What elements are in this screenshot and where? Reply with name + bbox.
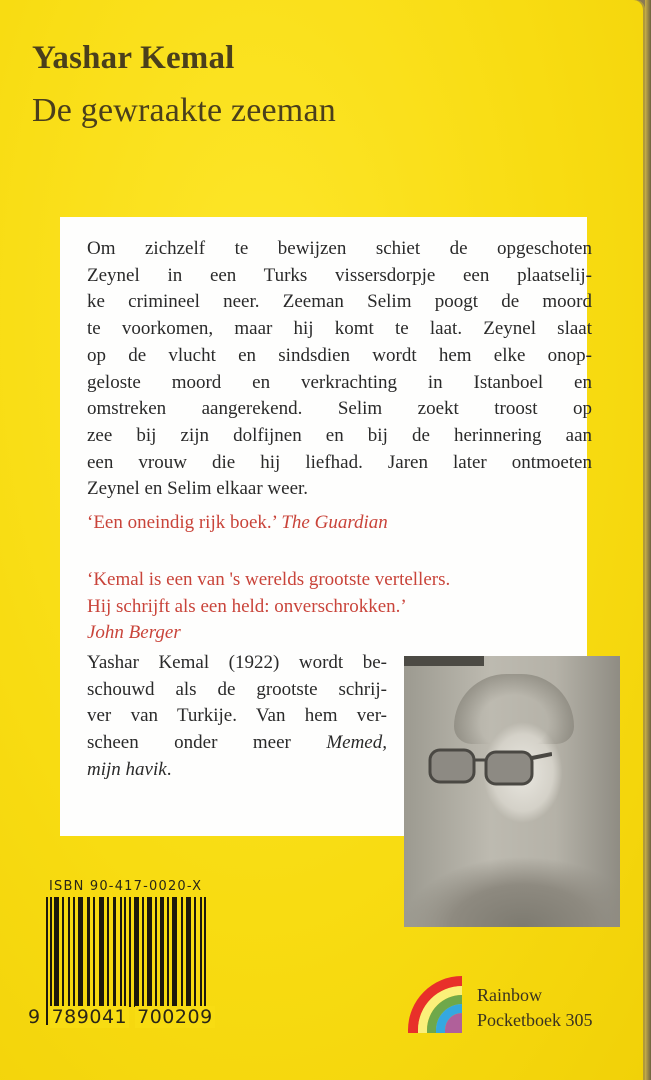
author-bio [87, 650, 387, 784]
quote-line: Hij schrijft als een held: onverschrokken.’ [87, 595, 407, 617]
ean-first-digit: 9 [28, 1006, 41, 1028]
bio-text: scheen onder meer [87, 732, 327, 754]
quote-source: The Guardian [281, 512, 388, 533]
quote-line: ‘Kemal is een van 's werelds grootste vertellers. [87, 569, 451, 590]
summary-line: op de vlucht en sindsdien wordt hem elke onop- [87, 344, 592, 366]
quote-source: John Berger [87, 622, 181, 644]
summary-line: Zeynel en Selim elkaar weer. [87, 478, 309, 500]
summary-line: een vrouw die hij liefhad. Jaren later ontmoeten [87, 451, 592, 473]
summary-text [87, 236, 592, 503]
ean-digits [28, 1006, 215, 1028]
bio-text: . [166, 758, 172, 780]
summary-line: omstreken aangerekend. Selim zoekt troost op [87, 398, 592, 420]
author-name: Yashar Kemal [32, 40, 235, 76]
photo-hair [454, 674, 574, 744]
review-quote-berger [87, 567, 450, 647]
summary-line: geloste moord en verkrachting in Istanboel en [87, 371, 592, 393]
book-edge [645, 0, 651, 1080]
summary-line: Om zichzelf te bewijzen schiet de opgeschoten [87, 238, 592, 259]
book-title-memed: mijn havik [87, 758, 167, 780]
review-quote-guardian [87, 510, 388, 537]
author-photo [404, 656, 620, 927]
quote-text: ‘Een oneindig rijk boek.’ [87, 512, 277, 533]
bio-line: Yashar Kemal (1922) wordt be- [87, 652, 387, 673]
series-number: Pocketboek 305 [477, 1010, 593, 1030]
publisher-imprint [477, 983, 592, 1033]
ean-group: 789041 [51, 1006, 128, 1028]
photo-background-frame [404, 656, 484, 666]
book-title-memed: Memed, [326, 732, 387, 754]
glasses-icon [428, 746, 552, 786]
bio-line: schouwd als de grootste schrij- [87, 678, 387, 700]
book-title: De gewraakte zeeman [32, 92, 336, 129]
summary-line: Zeynel in een Turks vissersdorpje een plaatselij- [87, 264, 592, 286]
bio-line [87, 757, 387, 784]
ean-group: 700209 [137, 1006, 213, 1028]
bio-line: ver van Turkije. Van hem ver- [87, 705, 387, 727]
summary-line: zee bij zijn dolfijnen en bij de herinnering aan [87, 424, 592, 446]
summary-line: ke crimineel neer. Zeeman Selim poogt de moord [87, 291, 592, 313]
bio-line [87, 730, 387, 757]
summary-line: te voorkomen, maar hij komt te laat. Zeynel slaat [87, 318, 592, 340]
rainbow-logo-icon [408, 976, 462, 1033]
publisher-name: Rainbow [477, 985, 542, 1005]
isbn-label: ISBN 90-417-0020-X [49, 879, 203, 894]
